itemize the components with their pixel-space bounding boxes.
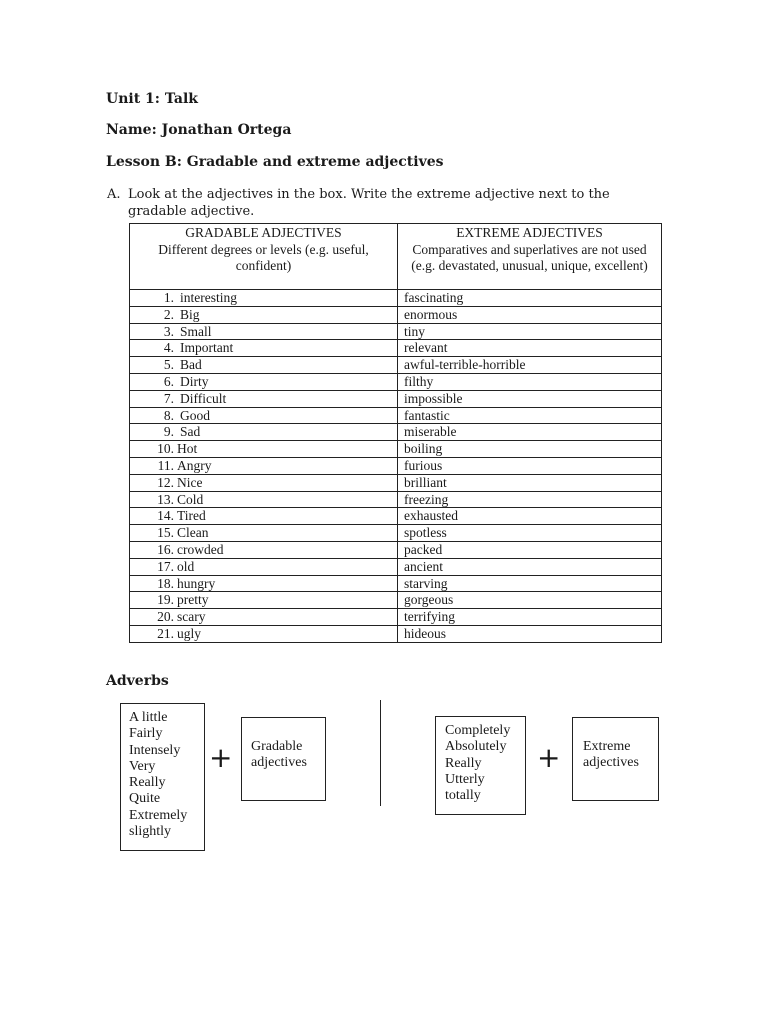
gradable-cell <box>130 424 398 441</box>
extreme-adjective: filthy <box>398 373 662 390</box>
gradable-cell <box>130 357 398 374</box>
table-row <box>130 474 662 491</box>
row-number: 21. <box>157 625 174 641</box>
table-row <box>130 625 662 642</box>
gradable-cell <box>130 407 398 424</box>
row-number: 10. <box>157 441 174 457</box>
extreme-header: EXTREME ADJECTIVES <box>456 225 603 240</box>
table-row <box>130 609 662 626</box>
gradable-adjective: Sad <box>180 424 201 440</box>
gradable-adverb: slightly <box>129 824 172 840</box>
gradable-cell <box>130 575 398 592</box>
extreme-adverb: Completely <box>445 723 511 738</box>
row-number: 17. <box>157 558 174 574</box>
row-number: 7. <box>163 390 174 406</box>
gradable-adjective: Difficult <box>180 390 227 406</box>
instruction-letter: A. <box>107 187 121 202</box>
row-number: 18. <box>157 575 174 591</box>
extreme-adjective: boiling <box>398 441 662 458</box>
extreme-adjective: spotless <box>398 525 662 542</box>
gradable-adjective: Dirty <box>180 373 209 389</box>
extreme-adjective: tiny <box>398 323 662 340</box>
gradable-adverb: Fairly <box>129 726 163 742</box>
table-row <box>130 357 662 374</box>
table-row <box>130 407 662 424</box>
divider-line <box>380 700 381 806</box>
gradable-adjective: pretty <box>177 592 209 608</box>
gradable-cell <box>130 323 398 340</box>
gradable-adjective: crowded <box>177 541 224 557</box>
extreme-adverbs-box <box>435 716 526 815</box>
gradable-cell <box>130 373 398 390</box>
gradable-adjective: Big <box>180 306 200 322</box>
gradable-cell <box>130 525 398 542</box>
gradable-target-text: Gradable <box>251 739 303 754</box>
gradable-adjective: old <box>177 558 195 574</box>
gradable-cell <box>130 290 398 307</box>
gradable-cell <box>130 457 398 474</box>
row-number: 19. <box>157 592 174 608</box>
gradable-adjective: Important <box>180 340 234 356</box>
table-row <box>130 575 662 592</box>
gradable-adjective: Angry <box>177 457 212 473</box>
gradable-cell <box>130 609 398 626</box>
extreme-adjective: furious <box>398 457 662 474</box>
gradable-adjective: Clean <box>177 525 209 541</box>
table-body <box>130 290 662 643</box>
unit-title: Unit 1: Talk <box>106 91 198 107</box>
row-number: 4. <box>163 340 174 356</box>
row-number: 5. <box>163 357 174 373</box>
extreme-adjective: fascinating <box>398 290 662 307</box>
row-number: 1. <box>163 290 174 305</box>
extreme-adverb: Really <box>445 755 482 771</box>
extreme-adjective: gorgeous <box>398 592 662 609</box>
extreme-adverb: totally <box>445 788 481 804</box>
extreme-adjective: freezing <box>398 491 662 508</box>
gradable-cell <box>130 474 398 491</box>
extreme-adjectives-box <box>572 717 659 801</box>
row-number: 9. <box>163 424 174 440</box>
table-row <box>130 457 662 474</box>
gradable-adjectives-box <box>241 717 326 801</box>
extreme-adjective: fantastic <box>398 407 662 424</box>
gradable-adjective: scary <box>177 609 206 625</box>
extreme-adjective: hideous <box>398 625 662 642</box>
table-row <box>130 508 662 525</box>
gradable-cell <box>130 508 398 525</box>
table-row <box>130 441 662 458</box>
gradable-adverbs-box <box>120 703 205 851</box>
gradable-adverb: Extremely <box>129 807 188 823</box>
gradable-adjective: Cold <box>177 491 204 507</box>
gradable-cell <box>130 306 398 323</box>
gradable-adjective: Good <box>180 407 210 423</box>
row-number: 13. <box>157 491 174 507</box>
extreme-adjective: brilliant <box>398 474 662 491</box>
table-row <box>130 558 662 575</box>
gradable-cell <box>130 625 398 642</box>
row-number: 20. <box>157 609 174 625</box>
gradable-cell <box>130 390 398 407</box>
adjectives-table <box>129 223 662 643</box>
extreme-adjective: enormous <box>398 306 662 323</box>
table-row <box>130 525 662 542</box>
extreme-adjective: awful-terrible-horrible <box>398 357 662 374</box>
student-name: Name: Jonathan Ortega <box>106 122 292 138</box>
gradable-adverb: Very <box>129 758 156 774</box>
extreme-adjective: exhausted <box>398 508 662 525</box>
table-row <box>130 491 662 508</box>
gradable-target-text: adjectives <box>251 755 307 771</box>
table-row <box>130 592 662 609</box>
gradable-adjective: Bad <box>180 357 202 373</box>
gradable-cell <box>130 491 398 508</box>
extreme-target-text: Extreme <box>583 739 631 754</box>
gradable-adjective: hungry <box>177 575 216 591</box>
table-header-row <box>130 224 662 290</box>
gradable-header: GRADABLE ADJECTIVES <box>185 225 342 240</box>
row-number: 6. <box>163 373 174 389</box>
extreme-header-cell <box>398 224 662 290</box>
table-row <box>130 541 662 558</box>
table-row <box>130 390 662 407</box>
gradable-adverb: A little <box>129 710 168 725</box>
instruction-text: Look at the adjectives in the box. Write the extreme adjective next to the gradable adjective. <box>128 187 610 219</box>
table-row <box>130 340 662 357</box>
gradable-adjective: Nice <box>177 474 203 490</box>
gradable-cell <box>130 592 398 609</box>
extreme-target-text: adjectives <box>583 755 639 771</box>
extreme-adverb: Absolutely <box>445 739 507 755</box>
extreme-adverb: Utterly <box>445 771 485 787</box>
plus-sign-2: + <box>537 741 561 774</box>
row-number: 2. <box>163 306 174 322</box>
table-row <box>130 323 662 340</box>
table-row <box>130 290 662 307</box>
extreme-adjective: relevant <box>398 340 662 357</box>
extreme-adjective: starving <box>398 575 662 592</box>
gradable-adjective: ugly <box>177 625 202 641</box>
gradable-adjective: Small <box>180 323 212 339</box>
gradable-adverb: Quite <box>129 791 161 807</box>
lesson-title: Lesson B: Gradable and extreme adjectives <box>106 154 444 170</box>
gradable-adverb: Really <box>129 775 166 791</box>
table-row <box>130 306 662 323</box>
extreme-adjective: terrifying <box>398 609 662 626</box>
extreme-subheader: Comparatives and superlatives are not used (e.g. devastated, unusual, unique, excellent) <box>411 241 648 273</box>
adverbs-title: Adverbs <box>106 673 169 689</box>
gradable-cell <box>130 558 398 575</box>
extreme-adjective: packed <box>398 541 662 558</box>
table-row <box>130 424 662 441</box>
table-row <box>130 373 662 390</box>
gradable-adjective: interesting <box>180 290 237 305</box>
extreme-adjective: miserable <box>398 424 662 441</box>
row-number: 12. <box>157 474 174 490</box>
extreme-adjective: impossible <box>398 390 662 407</box>
row-number: 3. <box>163 323 174 339</box>
row-number: 11. <box>157 457 174 473</box>
gradable-adjective: Tired <box>177 508 206 524</box>
row-number: 8. <box>163 407 174 423</box>
gradable-adjective: Hot <box>177 441 198 457</box>
gradable-header-cell <box>130 224 398 290</box>
gradable-adverb: Intensely <box>129 742 181 758</box>
plus-sign-1: + <box>209 741 233 774</box>
row-number: 14. <box>157 508 174 524</box>
gradable-subheader: Different degrees or levels (e.g. useful, confident) <box>158 241 369 273</box>
row-number: 15. <box>157 525 174 541</box>
extreme-adjective: ancient <box>398 558 662 575</box>
row-number: 16. <box>157 541 174 557</box>
gradable-cell <box>130 340 398 357</box>
gradable-cell <box>130 441 398 458</box>
gradable-cell <box>130 541 398 558</box>
